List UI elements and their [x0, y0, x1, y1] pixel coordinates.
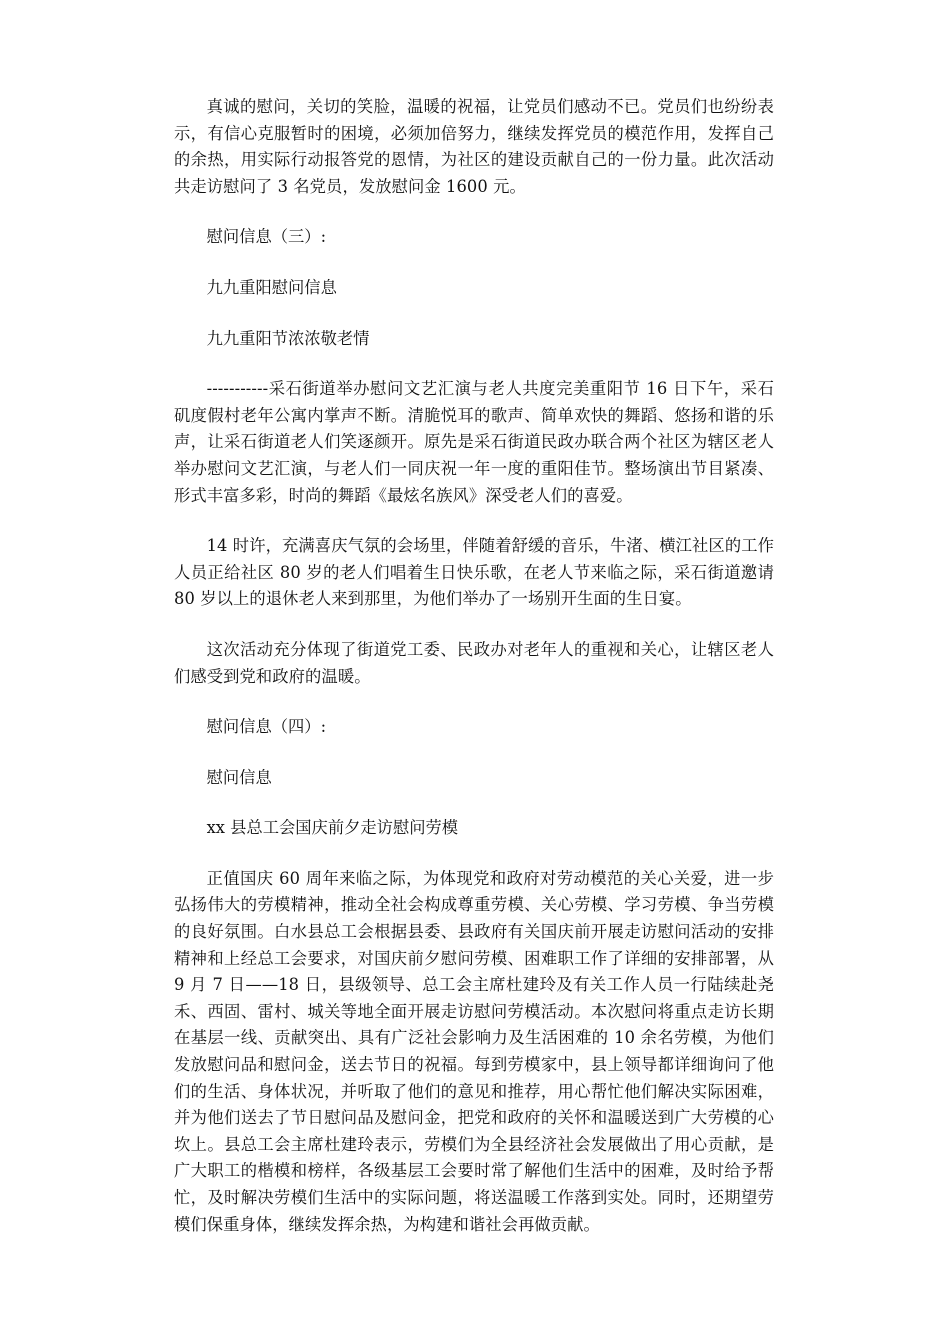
paragraph-summary: 这次活动充分体现了街道党工委、民政办对老年人的重视和关心，让辖区老人们感受到党和政府的温暖。	[174, 639, 774, 686]
article-title-labor-model: xx 县总工会国庆前夕走访慰问劳模	[206, 818, 459, 838]
paragraph-performance: -----------采石街道举办慰问文艺汇演与老人共度完美重阳节 16 日下午，采石矶度假村老年公寓内掌声不断。清脆悦耳的歌声、简单欢快的舞蹈、悠扬和谐的乐声，让采石街道老人们笑逐颜开。原先是采石街道民政办联合两个社区为辖区老人举办慰问文艺汇演，与老人们一同庆祝一年一度的重阳佳节。整场演出节目紧凑、形式丰富多彩，时尚的舞蹈《最炫名族风》深受老人们的喜爱。	[174, 379, 774, 505]
subheading-chongyang-info: 九九重阳慰问信息	[206, 277, 337, 297]
article-title-chongyang: 九九重阳节浓浓敬老情	[206, 328, 370, 348]
document-page	[174, 94, 774, 1238]
section-heading-4: 慰问信息（四）:	[206, 717, 327, 737]
section-heading-3: 慰问信息（三）:	[206, 227, 327, 247]
paragraph-birthday: 14 时许，充满喜庆气氛的会场里，伴随着舒缓的音乐，牛渚、横江社区的工作人员正给社区 80 岁的老人们唱着生日快乐歌，在老人节来临之际，采石街道邀请 80 岁以上的退休老人来到那里，为他们举办了一场别开生面的生日宴。	[174, 536, 774, 609]
paragraph-labor-model: 正值国庆 60 周年来临之际，为体现党和政府对劳动模范的关心关爱，进一步弘扬伟大的劳模精神，推动全社会构成尊重劳模、关心劳模、学习劳模、争当劳模的良好氛围。白水县总工会根据县委、县政府有关国庆前开展走访慰问活动的安排精神和上经总工会要求，对国庆前夕慰问劳模、困难职工作了详细的安排部署，从 9 月 7 日——18 日，县级领导、总工会主席杜建玲及有关工作人员一行陆续赴尧禾、西固、雷村、城关等地全面开展走访慰问劳模活动。本次慰问将重点走访长期在基层一线、贡献突出、具有广泛社会影响力及生活困难的 10 余名劳模，为他们发放慰问品和慰问金，送去节日的祝福。每到劳模家中，县上领导都详细询问了他们的生活、身体状况，并听取了他们的意见和推荐，用心帮忙他们解决实际困难，并为他们送去了节日慰问品及慰问金，把党和政府的关怀和温暖送到广大劳模的心坎上。县总工会主席杜建玲表示，劳模们为全县经济社会发展做出了用心贡献，是广大职工的楷模和榜样，各级基层工会要时常了解他们生活中的困难，及时给予帮忙，及时解决劳模们生活中的实际问题，将送温暖工作落到实处。同时，还期望劳模们保重身体，继续发挥余热，为构建和谐社会再做贡献。	[174, 868, 774, 1234]
subheading-info: 慰问信息	[206, 767, 272, 787]
paragraph-party-visit: 真诚的慰问，关切的笑脸，温暖的祝福，让党员们感动不已。党员们也纷纷表示，有信心克服暂时的困境，必须加倍努力，继续发挥党员的模范作用，发挥自己的余热，用实际行动报答党的恩情，为社区的建设贡献自己的一份力量。此次活动共走访慰问了 3 名党员，发放慰问金 1600 元。	[174, 97, 774, 196]
